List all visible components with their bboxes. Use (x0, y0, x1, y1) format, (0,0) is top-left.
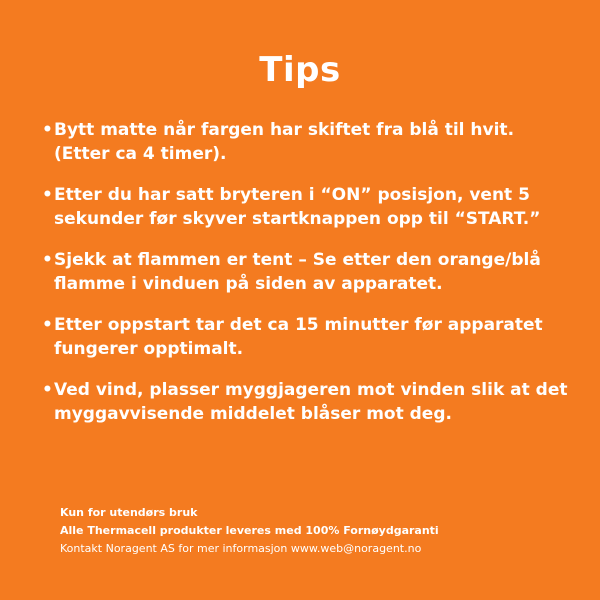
tips-list (42, 118, 572, 426)
tip-item-1 (42, 118, 572, 166)
contact-note: Kontakt Noragent AS for mer informasjon www.web@noragent.no (60, 542, 422, 555)
tip-item-5 (42, 378, 572, 426)
tip-line: fungerer opptimalt. (54, 339, 244, 359)
bullet-icon: • (42, 120, 53, 140)
guarantee-note: Alle Thermacell produkter leveres med 100% Fornøydgaranti (60, 524, 439, 537)
page-title: Tips (259, 50, 341, 90)
tip-item-2 (42, 183, 572, 231)
tip-line: sekunder før skyver startknappen opp til “START.” (54, 209, 541, 229)
footer (60, 504, 580, 558)
tip-line: Ved vind, plasser myggjageren mot vinden slik at det (54, 380, 568, 400)
tip-item-4 (42, 313, 572, 361)
tip-line: myggavvisende middelet blåser mot deg. (54, 404, 452, 424)
tip-line: Etter oppstart tar det ca 15 minutter før apparatet (54, 315, 543, 335)
bullet-icon: • (42, 315, 53, 335)
tip-line: Bytt matte når fargen har skiftet fra blå til hvit. (54, 120, 515, 140)
tip-line: Sjekk at flammen er tent – Se etter den orange/blå (54, 250, 541, 270)
bullet-icon: • (42, 250, 53, 270)
tip-line: flamme i vinduen på siden av apparatet. (54, 274, 443, 294)
tip-line: (Etter ca 4 timer). (54, 144, 227, 164)
tip-line: Etter du har satt bryteren i “ON” posisjon, vent 5 (54, 185, 530, 205)
bullet-icon: • (42, 185, 53, 205)
outdoor-use-note: Kun for utendørs bruk (60, 506, 198, 519)
bullet-icon: • (42, 380, 53, 400)
tip-item-3 (42, 248, 572, 296)
